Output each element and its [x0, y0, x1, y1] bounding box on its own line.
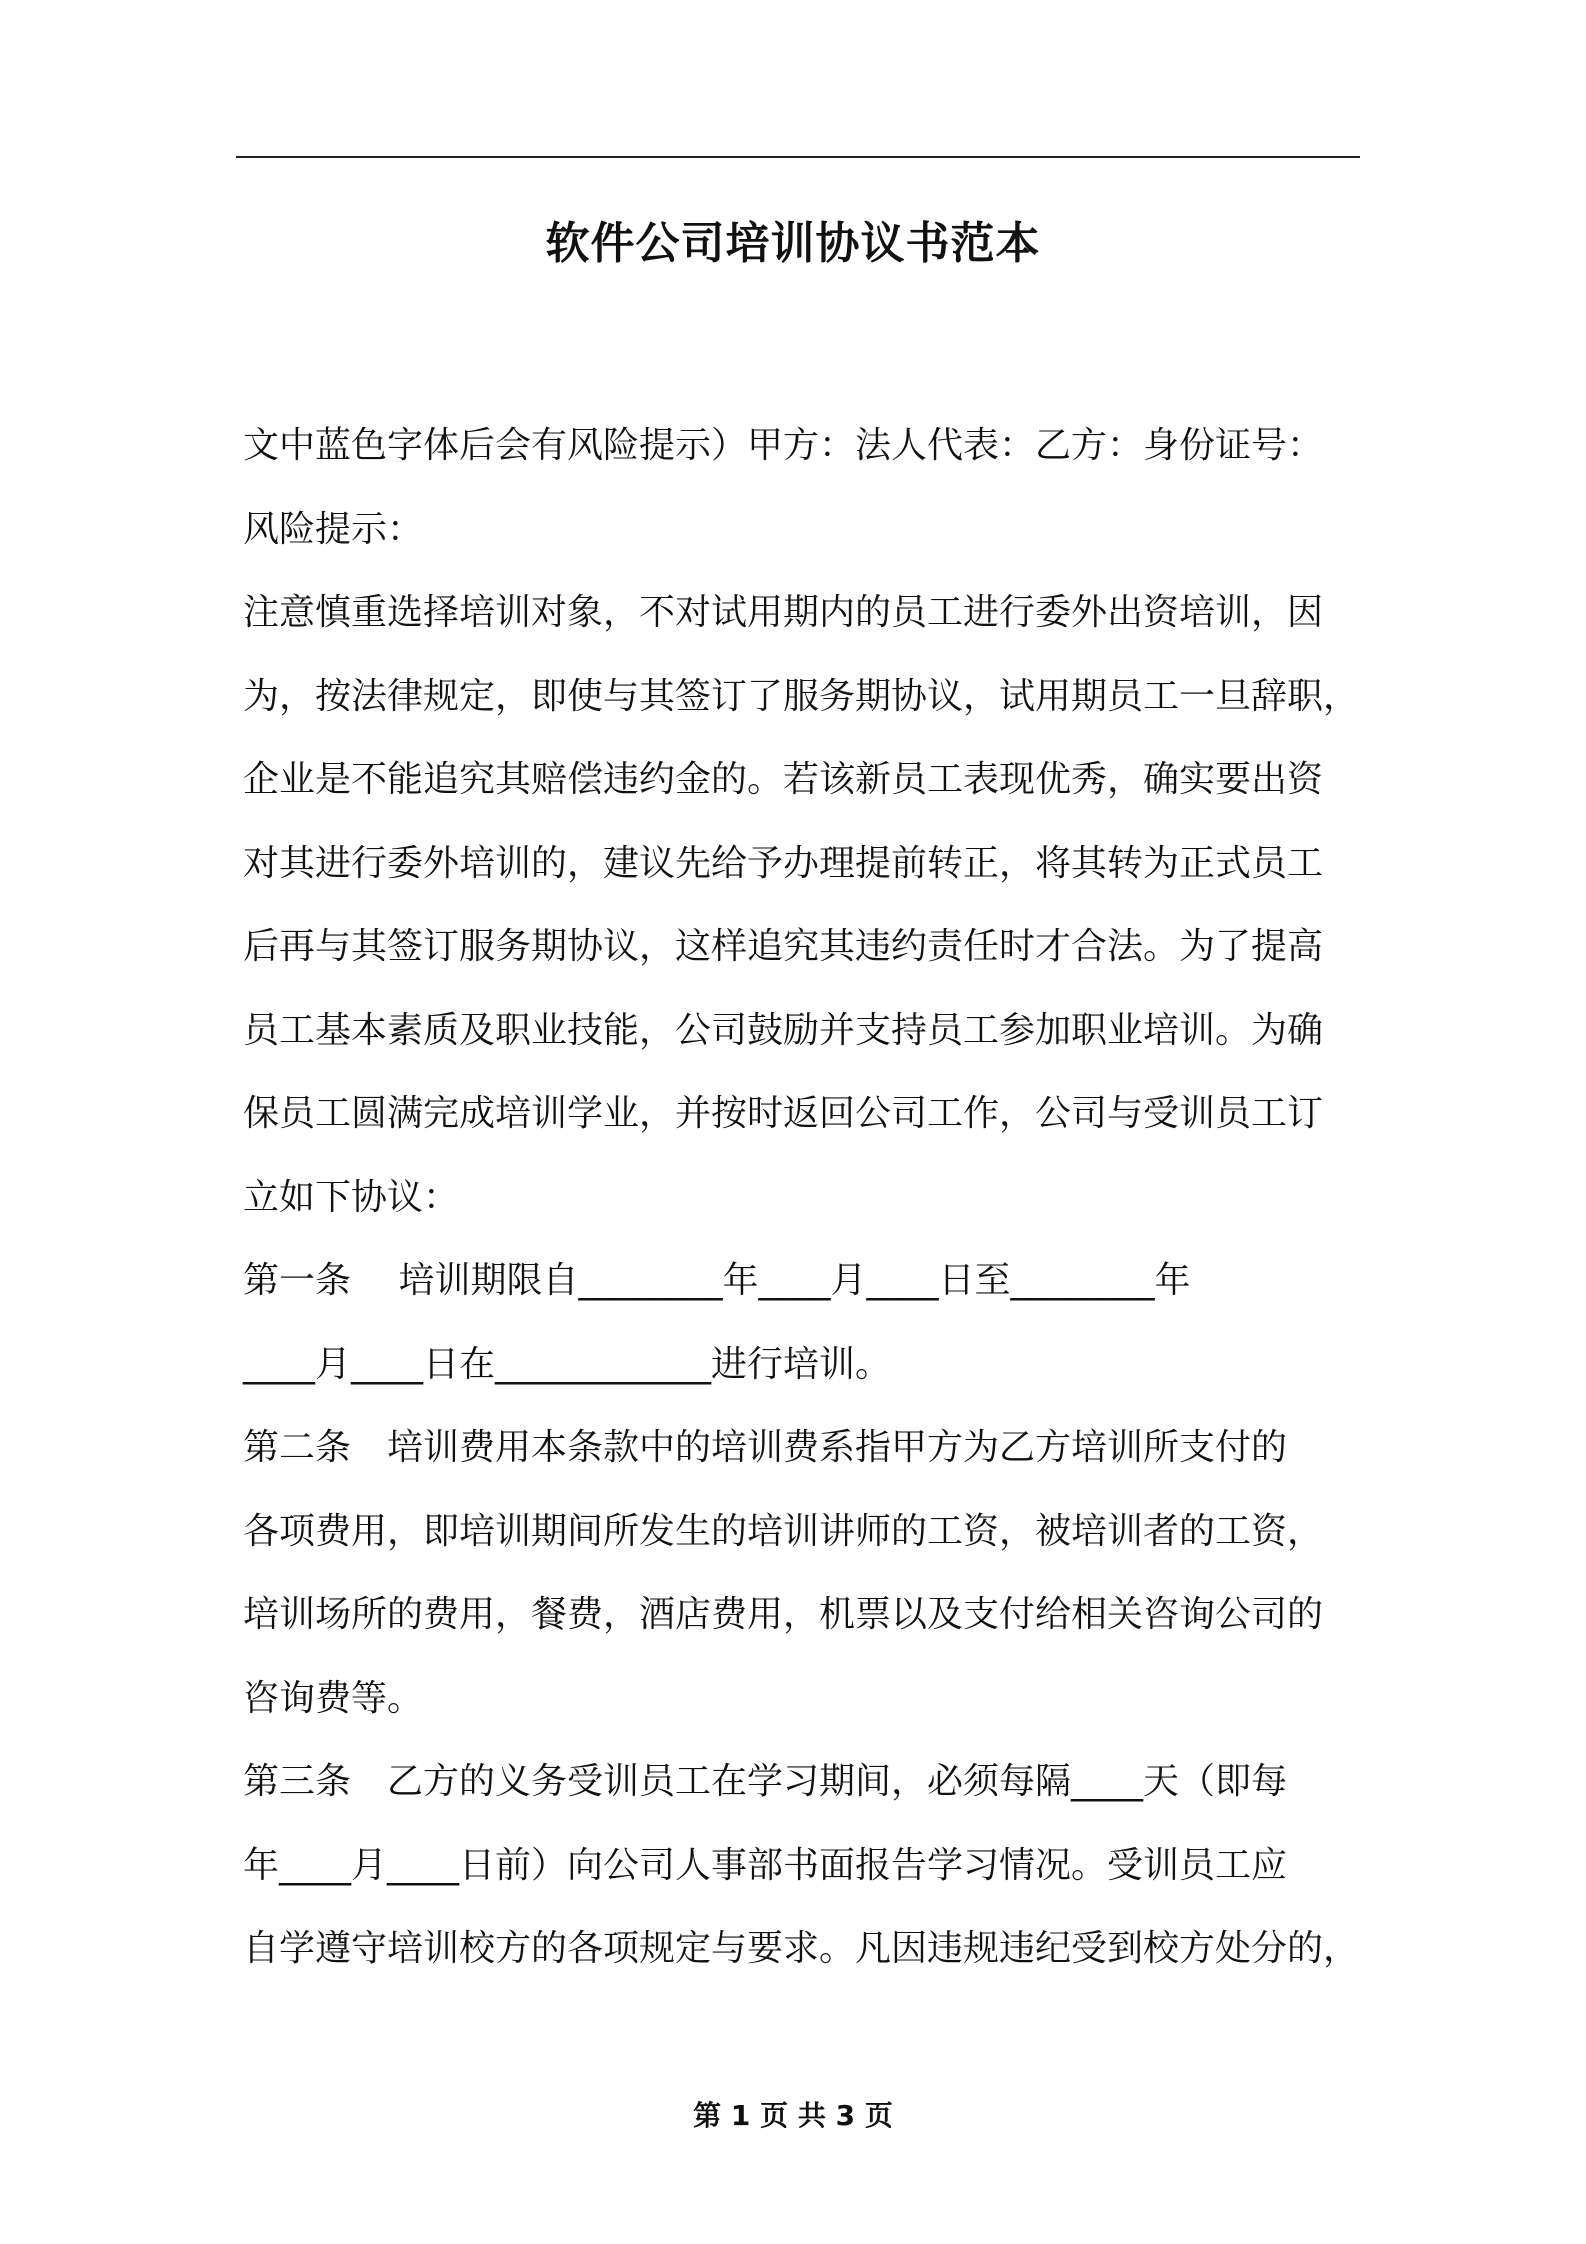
document-title: 软件公司培训协议书范本: [545, 218, 1041, 269]
page-number: 第 1 页 共 3 页: [693, 2099, 893, 2132]
body-line: 文中蓝色字体后会有风险提示）甲方：法人代表：乙方：身份证号：: [243, 425, 1324, 466]
document-body: [243, 404, 1363, 1991]
article-2-line: 各项费用，即培训期间所发生的培训讲师的工资，被培训者的工资，: [243, 1510, 1324, 1552]
body-line: 风险提示：: [243, 508, 424, 550]
article-1-line: ____月____日在____________进行培训。: [243, 1343, 892, 1385]
body-line: 注意慎重选择培训对象，不对试用期内的员工进行委外出资培训，因: [243, 592, 1324, 633]
article-3-line: 自学遵守培训校方的各项规定与要求。凡因违规违纪受到校方处分的，: [243, 1928, 1360, 1969]
article-3-line: 年____月____日前）向公司人事部书面报告学习情况。受训员工应: [243, 1844, 1288, 1886]
article-2-line: 咨询费等。: [243, 1677, 424, 1719]
article-2-line: 第二条 培训费用本条款中的培训费系指甲方为乙方培训所支付的: [243, 1427, 1288, 1468]
body-line: 对其进行委外培训的，建议先给予办理提前转正，将其转为正式员工: [243, 842, 1324, 884]
body-line: 保员工圆满完成培训学业，并按时返回公司工作，公司与受训员工订: [243, 1093, 1324, 1134]
article-3-line: 第三条 乙方的义务受训员工在学习期间，必须每隔____天（即每: [243, 1761, 1288, 1802]
header-rule: [236, 156, 1360, 158]
body-line: 后再与其签订服务期协议，这样追究其违约责任时才合法。为了提高: [243, 926, 1324, 967]
article-2-line: 培训场所的费用，餐费，酒店费用，机票以及支付给相关咨询公司的: [243, 1594, 1324, 1635]
body-line: 立如下协议：: [243, 1176, 460, 1218]
body-line: 企业是不能追究其赔偿违约金的。若该新员工表现优秀，确实要出资: [243, 759, 1324, 800]
article-1-line: 第一条 培训期限自________年____月____日至________年: [243, 1260, 1191, 1301]
body-line: 为，按法律规定，即使与其签订了服务期协议，试用期员工一旦辞职，: [243, 675, 1360, 717]
body-line: 员工基本素质及职业技能，公司鼓励并支持员工参加职业培训。为确: [243, 1009, 1324, 1051]
